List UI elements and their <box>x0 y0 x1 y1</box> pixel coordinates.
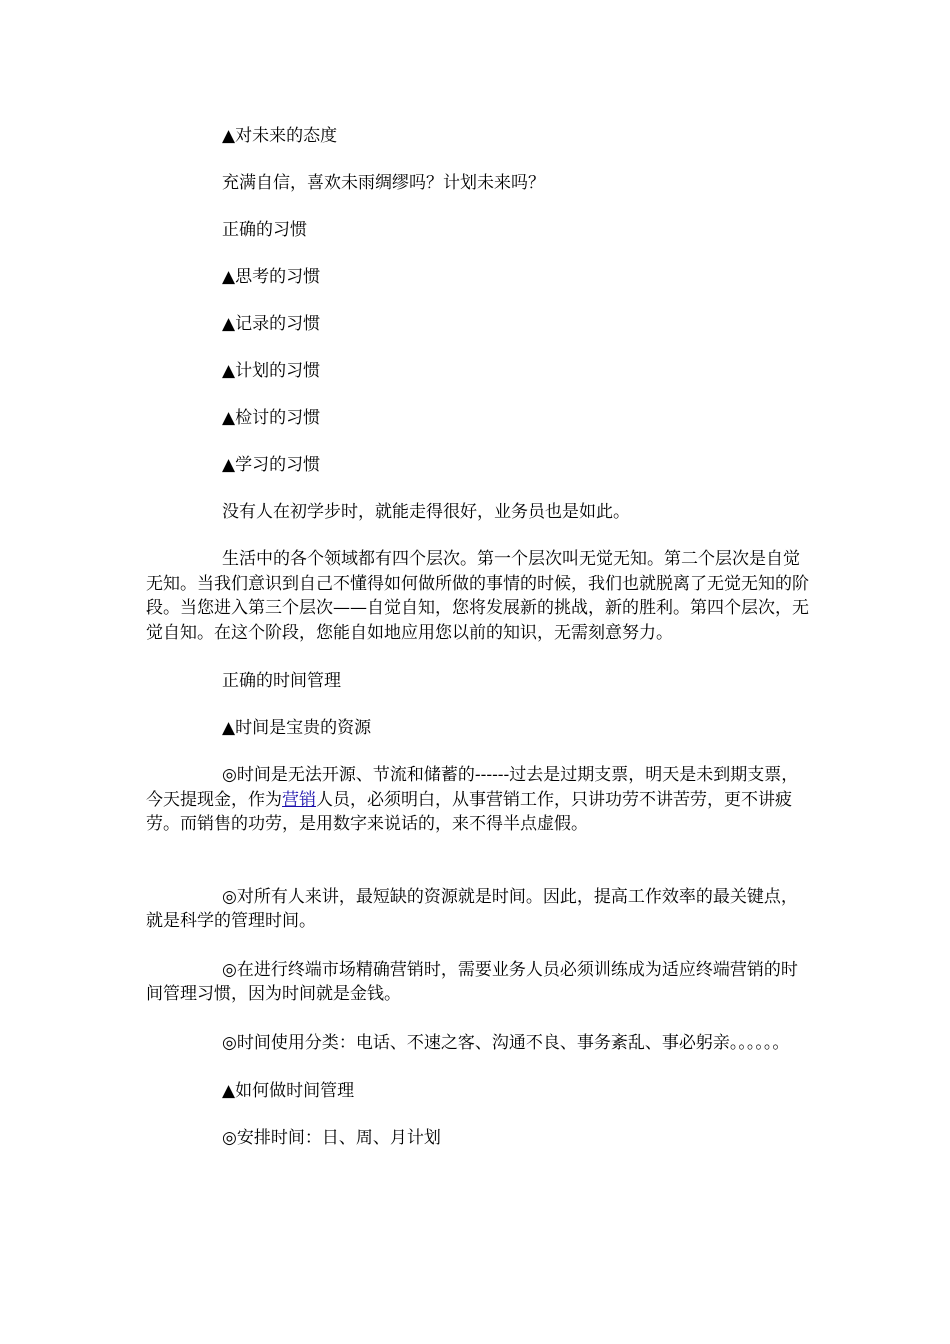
paragraph-text-before-link: ◎时间是无法开源、节流和储蓄的------过去是过期支票，明天是未到期支票，今天提现金，作为 <box>146 765 799 810</box>
list-item-review-habit: ▲检讨的习惯 <box>222 408 321 428</box>
paragraph-arrange-time: ◎安排时间：日、周、月计划 <box>222 1128 441 1148</box>
paragraph-scarcest-resource: ◎对所有人来讲，最短缺的资源就是时间。因此，提高工作效率的最关键点，就是科学的管理时间。 <box>146 886 798 931</box>
paragraph-terminal-marketing: ◎在进行终端市场精确营销时，需要业务人员必须训练成为适应终端营销的时间管理习惯，因为时间就是金钱。 <box>146 959 798 1004</box>
list-item-learning-habit: ▲学习的习惯 <box>222 455 321 475</box>
list-item-thinking-habit: ▲思考的习惯 <box>222 267 321 287</box>
heading-time-resource: ▲时间是宝贵的资源 <box>222 718 372 738</box>
heading-attitude-future: ▲对未来的态度 <box>222 126 338 146</box>
marketing-link[interactable]: 营销 <box>282 789 316 810</box>
heading-how-to-manage-time: ▲如何做时间管理 <box>222 1081 355 1101</box>
heading-time-management: 正确的时间管理 <box>222 671 341 691</box>
document-body <box>146 124 810 1151</box>
paragraph-four-levels: 生活中的各个领域都有四个层次。第一个层次叫无觉无知。第二个层次是自觉无知。当我们意识到自己不懂得如何做所做的事情的时候，我们也就脱离了无觉无知的阶段。当您进入第三个层次——自觉自知，您将发展新的挑战，新的胜利。第四个层次，无觉自知。在这个阶段，您能自如地应用您以前的知识，无需刻意努力。 <box>146 549 809 643</box>
heading-correct-habits: 正确的习惯 <box>222 220 307 240</box>
list-item-recording-habit: ▲记录的习惯 <box>222 314 321 334</box>
list-item-planning-habit: ▲计划的习惯 <box>222 361 321 381</box>
paragraph-learning-to-walk: 没有人在初学步时，就能走得很好，业务员也是如此。 <box>222 502 630 522</box>
paragraph-time-cannot-save <box>146 763 810 837</box>
paragraph-time-categories: ◎时间使用分类：电话、不速之客、沟通不良、事务紊乱、事必躬亲。。。。。。 <box>222 1032 790 1053</box>
paragraph-confidence: 充满自信，喜欢未雨绸缪吗？计划未来吗？ <box>222 173 545 193</box>
paragraph-text-after-link: 人员，必须明白，从事营销工作，只讲功劳不讲苦劳，更不讲疲劳。而销售的功劳，是用数字来说话的，来不得半点虚假。 <box>146 789 792 834</box>
